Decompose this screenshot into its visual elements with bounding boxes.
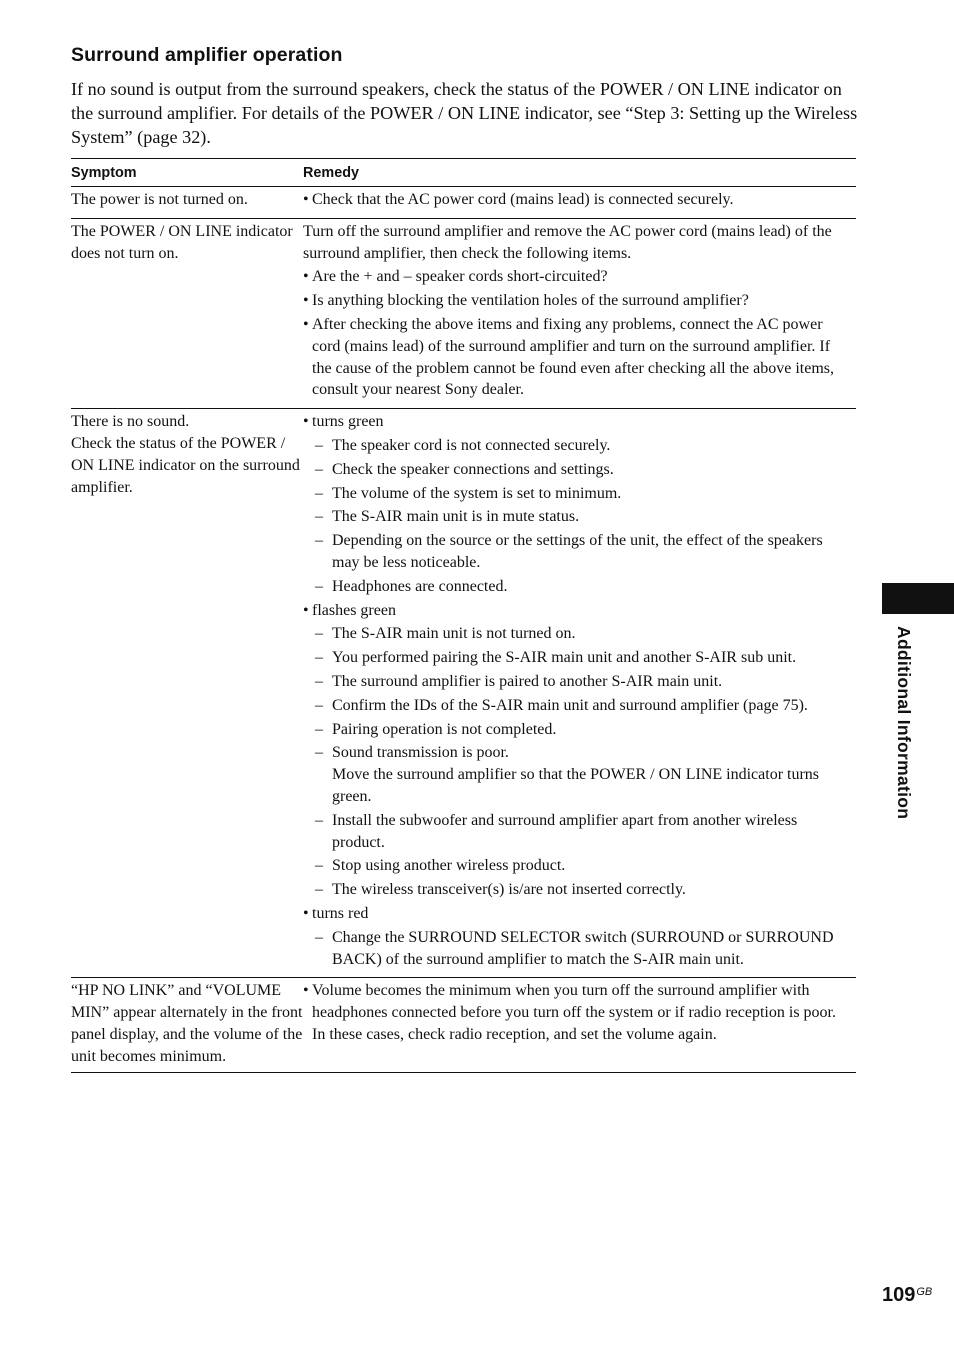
table-row — [71, 978, 856, 1073]
remedy-subitem: – Install the subwoofer and surround amplifier apart from another wireless product. — [303, 810, 848, 854]
remedy-bullet: • Are the + and – speaker cords short-circuited? — [303, 266, 848, 288]
remedy-cell — [303, 978, 856, 1072]
remedy-subitem: – The speaker cord is not connected securely. — [303, 435, 848, 457]
section-heading: Surround amplifier operation — [71, 44, 343, 66]
remedy-bullet: • turns red — [303, 903, 848, 925]
remedy-bullet: • Volume becomes the minimum when you turn off the surround amplifier with headphones connected before you turn off the system or if radio reception is poor. In these cases, check radio reception, and set the volume again. — [303, 980, 848, 1045]
remedy-bullet: • After checking the above items and fixing any problems, connect the AC power cord (mains lead) of the surround amplifier and turn on the surround amplifier. If the cause of the problem cannot be found even after checking all the above items, consult your nearest Sony dealer. — [303, 314, 848, 401]
symptom-cell: There is no sound. Check the status of the POWER / ON LINE indicator on the surround amplifier. — [71, 413, 300, 496]
table-row — [71, 219, 856, 409]
remedy-bullet: • Check that the AC power cord (mains lead) is connected securely. — [303, 189, 848, 211]
remedy-subitem: – Pairing operation is not completed. — [303, 719, 848, 741]
header-symptom: Symptom — [71, 164, 137, 181]
page-suffix: GB — [916, 1286, 933, 1298]
remedy-subitem: – Sound transmission is poor. Move the surround amplifier so that the POWER / ON LINE indicator turns green. — [303, 742, 848, 807]
remedy-bullet: • Is anything blocking the ventilation holes of the surround amplifier? — [303, 290, 848, 312]
remedy-text: Turn off the surround amplifier and remove the AC power cord (mains lead) of the surround amplifier, then check the following items. — [303, 222, 832, 262]
remedy-subitem: – Headphones are connected. — [303, 576, 848, 598]
troubleshooting-table — [71, 158, 856, 1073]
remedy-subitem: – The S-AIR main unit is in mute status. — [303, 506, 848, 528]
remedy-subitem: – The volume of the system is set to minimum. — [303, 483, 848, 505]
remedy-cell — [303, 409, 856, 977]
table-body — [71, 187, 856, 1073]
remedy-cell — [303, 219, 856, 408]
remedy-subitem: – Check the speaker connections and settings. — [303, 459, 848, 481]
remedy-subitem: – You performed pairing the S-AIR main unit and another S-AIR sub unit. — [303, 647, 848, 669]
remedy-subitem: – Stop using another wireless product. — [303, 855, 848, 877]
symptom-cell: The POWER / ON LINE indicator does not turn on. — [71, 222, 293, 262]
symptom-cell: “HP NO LINK” and “VOLUME MIN” appear alternately in the front panel display, and the volume of the unit becomes minimum. — [71, 982, 303, 1065]
header-remedy: Remedy — [303, 164, 359, 181]
page-number — [882, 1284, 932, 1307]
remedy-subitem: – The S-AIR main unit is not turned on. — [303, 623, 848, 645]
table-row — [71, 409, 856, 978]
symptom-cell: The power is not turned on. — [71, 191, 248, 208]
page-number-value: 109 — [882, 1284, 916, 1306]
remedy-subitem: – The wireless transceiver(s) is/are not inserted correctly. — [303, 879, 848, 901]
remedy-bullet: • turns green — [303, 411, 848, 433]
remedy-subitem: – Change the SURROUND SELECTOR switch (SURROUND or SURROUND BACK) of the surround amplifier to match the S-AIR main unit. — [303, 927, 848, 971]
table-row — [71, 187, 856, 219]
remedy-subitem: – Confirm the IDs of the S-AIR main unit and surround amplifier (page 75). — [303, 695, 848, 717]
section-tab — [882, 583, 954, 614]
remedy-subitem: – Depending on the source or the settings of the unit, the effect of the speakers may be less noticeable. — [303, 530, 848, 574]
intro-paragraph: If no sound is output from the surround speakers, check the status of the POWER / ON LINE indicator on the surround amplifier. For details of the POWER / ON LINE indicator, see “Step 3: Setting up the Wireless System” (page 32). — [71, 79, 858, 147]
remedy-cell — [303, 187, 856, 218]
remedy-bullet: • flashes green — [303, 600, 848, 622]
remedy-subitem: – The surround amplifier is paired to another S-AIR main unit. — [303, 671, 848, 693]
side-label — [892, 626, 916, 851]
table-header — [71, 159, 856, 187]
side-label-text: Additional Information — [894, 626, 914, 820]
